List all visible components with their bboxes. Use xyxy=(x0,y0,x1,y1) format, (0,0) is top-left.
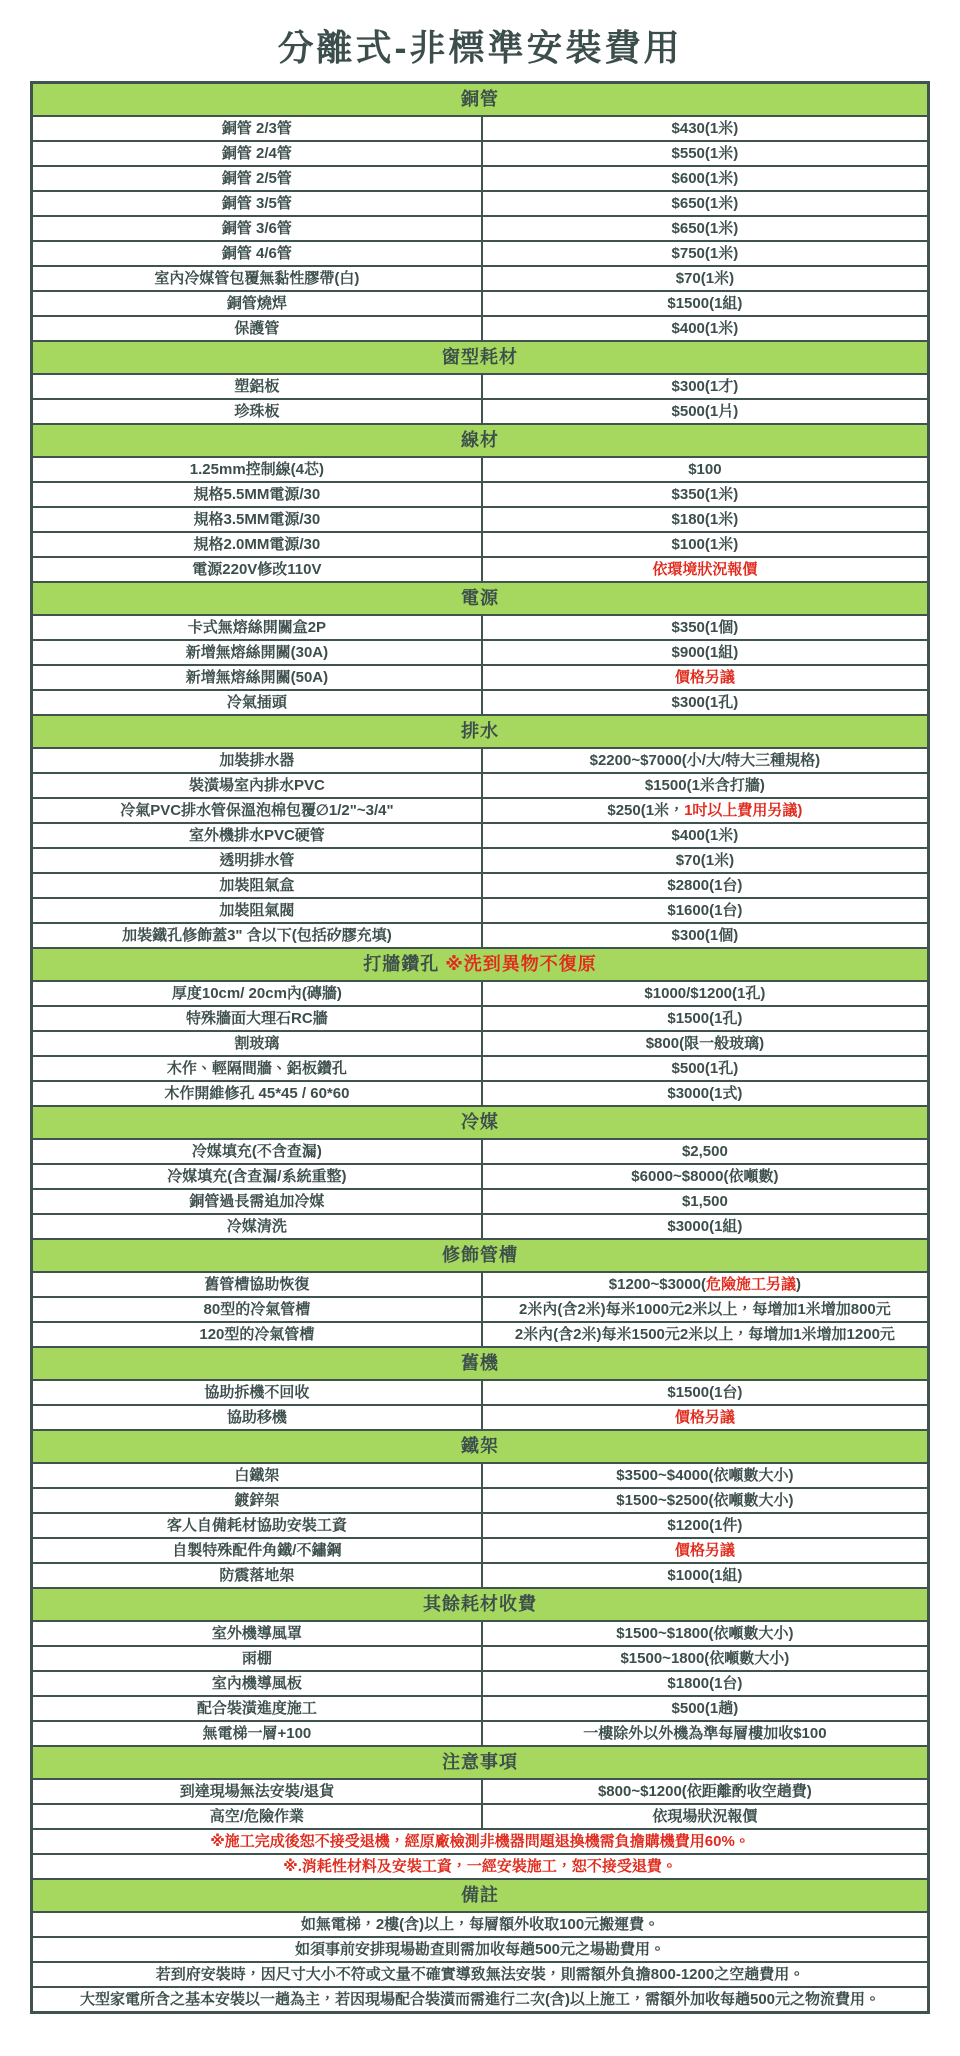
table-row xyxy=(32,798,929,823)
section-header-row xyxy=(32,948,929,981)
price-text: $500(1片) xyxy=(671,403,739,420)
table-row xyxy=(32,640,929,665)
price-text: $100(1米) xyxy=(671,536,739,553)
price-text: $1200(1件) xyxy=(667,1517,743,1534)
price-text: $250(1米， xyxy=(607,802,685,819)
section-header-row xyxy=(32,1347,929,1380)
table-row xyxy=(32,291,929,316)
item-price-cell xyxy=(482,1189,929,1214)
item-price-cell xyxy=(482,1322,929,1347)
table-row xyxy=(32,1405,929,1430)
price-text: 一樓除外以外機為準每層樓加收$100 xyxy=(583,1725,827,1742)
table-row xyxy=(32,1272,929,1297)
table-row xyxy=(32,773,929,798)
item-label-cell: 規格5.5MM電源/30 xyxy=(32,482,482,507)
item-label-cell: 加裝鐵孔修飾蓋3" 含以下(包括矽膠充填) xyxy=(32,923,482,948)
table-row xyxy=(32,1164,929,1189)
section-header-row xyxy=(32,1746,929,1779)
table-row xyxy=(32,457,929,482)
price-text: $800~$1200(依距離酌收空趟費) xyxy=(597,1783,812,1800)
price-text: $1500(1台) xyxy=(667,1384,743,1401)
price-text: 排水 xyxy=(461,721,499,741)
fee-table-body xyxy=(32,83,929,2013)
item-label-cell: 厚度10cm/ 20cm內(磚牆) xyxy=(32,981,482,1006)
price-text: $400(1米) xyxy=(671,320,739,337)
item-label-cell: 特殊牆面大理石RC牆 xyxy=(32,1006,482,1031)
item-label-cell: 木作、輕隔間牆、鋁板鑽孔 xyxy=(32,1056,482,1081)
price-text: 2米內(含2米)每米1000元2米以上，每增加1米增加800元 xyxy=(519,1301,891,1318)
item-label-cell: 冷媒清洗 xyxy=(32,1214,482,1239)
item-price-cell xyxy=(482,1696,929,1721)
price-text: $300(1才) xyxy=(671,378,739,395)
item-price-cell xyxy=(482,316,929,341)
note-cell xyxy=(32,1829,929,1854)
item-label-cell: 塑鋁板 xyxy=(32,374,482,399)
table-row xyxy=(32,823,929,848)
item-price-cell xyxy=(482,457,929,482)
item-label-cell: 銅管 2/5管 xyxy=(32,166,482,191)
table-row xyxy=(32,1214,929,1239)
price-text: $300(1個) xyxy=(671,927,739,944)
item-label-cell: 銅管 4/6管 xyxy=(32,241,482,266)
item-price-cell xyxy=(482,640,929,665)
price-text: $100 xyxy=(688,461,722,478)
item-label-cell: 銅管 3/5管 xyxy=(32,191,482,216)
price-text: $180(1米) xyxy=(671,511,739,528)
price-text: ) xyxy=(795,1276,801,1293)
price-text: 線材 xyxy=(461,430,499,450)
page-title: 分離式-非標準安裝費用 xyxy=(277,27,683,68)
item-price-cell xyxy=(482,557,929,582)
price-text: $2800(1台) xyxy=(667,877,743,894)
table-row xyxy=(32,690,929,715)
item-price-cell xyxy=(482,1721,929,1746)
item-price-cell xyxy=(482,1804,929,1829)
table-row xyxy=(32,191,929,216)
price-text: 銅管 xyxy=(461,89,499,109)
item-label-cell: 舊管槽協助恢復 xyxy=(32,1272,482,1297)
price-text: $1600(1台) xyxy=(667,902,743,919)
price-text: $600(1米) xyxy=(671,170,739,187)
item-label-cell: 冷氣插頭 xyxy=(32,690,482,715)
item-price-cell xyxy=(482,1380,929,1405)
price-text: $1500~1800(依噸數大小) xyxy=(620,1650,790,1667)
item-price-cell xyxy=(482,848,929,873)
item-label-cell: 規格2.0MM電源/30 xyxy=(32,532,482,557)
table-row xyxy=(32,141,929,166)
table-row xyxy=(32,1056,929,1081)
price-text: $1500(1組) xyxy=(667,295,743,312)
table-row xyxy=(32,1912,929,1937)
item-label-cell: 電源220V修改110V xyxy=(32,557,482,582)
section-header xyxy=(32,83,929,117)
item-label-cell: 冷氣PVC排水管保溫泡棉包覆∅1/2"~3/4" xyxy=(32,798,482,823)
table-row xyxy=(32,241,929,266)
item-price-cell xyxy=(482,291,929,316)
table-row xyxy=(32,1563,929,1588)
price-text: 2米內(含2米)每米1500元2米以上，每增加1米增加1200元 xyxy=(514,1326,895,1343)
item-price-cell xyxy=(482,532,929,557)
table-row xyxy=(32,665,929,690)
item-label-cell: 雨棚 xyxy=(32,1646,482,1671)
item-price-cell xyxy=(482,823,929,848)
price-text: 其餘耗材收費 xyxy=(423,1594,537,1614)
item-price-cell xyxy=(482,1214,929,1239)
note-cell xyxy=(32,1962,929,1987)
item-label-cell: 裝潢場室內排水PVC xyxy=(32,773,482,798)
table-row xyxy=(32,1621,929,1646)
table-row xyxy=(32,116,929,141)
table-row xyxy=(32,615,929,640)
price-text: $650(1米) xyxy=(671,195,739,212)
table-row xyxy=(32,1804,929,1829)
table-row xyxy=(32,1779,929,1804)
table-row xyxy=(32,399,929,424)
item-label-cell: 透明排水管 xyxy=(32,848,482,873)
section-header xyxy=(32,1430,929,1463)
table-row xyxy=(32,1513,929,1538)
item-label-cell: 銅管 2/3管 xyxy=(32,116,482,141)
item-price-cell xyxy=(482,773,929,798)
item-price-cell xyxy=(482,1056,929,1081)
table-row xyxy=(32,848,929,873)
item-label-cell: 室內機導風板 xyxy=(32,1671,482,1696)
table-row xyxy=(32,1488,929,1513)
item-price-cell xyxy=(482,141,929,166)
table-row xyxy=(32,1696,929,1721)
item-price-cell xyxy=(482,216,929,241)
item-label-cell: 白鐵架 xyxy=(32,1463,482,1488)
item-label-cell: 自製特殊配件角鐵/不鏽鋼 xyxy=(32,1538,482,1563)
item-price-cell xyxy=(482,1671,929,1696)
section-header xyxy=(32,1879,929,1912)
price-text: $900(1組) xyxy=(671,644,739,661)
item-label-cell: 協助拆機不回收 xyxy=(32,1380,482,1405)
table-row xyxy=(32,748,929,773)
table-row xyxy=(32,1139,929,1164)
item-price-cell xyxy=(482,1488,929,1513)
item-label-cell: 80型的冷氣管槽 xyxy=(32,1297,482,1322)
table-row xyxy=(32,374,929,399)
item-price-cell xyxy=(482,266,929,291)
item-label-cell: 銅管燒焊 xyxy=(32,291,482,316)
item-price-cell xyxy=(482,1272,929,1297)
item-label-cell: 規格3.5MM電源/30 xyxy=(32,507,482,532)
price-text: $300(1孔) xyxy=(671,694,739,711)
item-price-cell xyxy=(482,615,929,640)
section-header-row xyxy=(32,582,929,615)
item-price-cell xyxy=(482,898,929,923)
price-text: $1800(1台) xyxy=(667,1675,743,1692)
price-text: $3000(1組) xyxy=(667,1218,743,1235)
price-text: 冷媒 xyxy=(461,1112,499,1132)
item-price-cell xyxy=(482,923,929,948)
item-label-cell: 卡式無熔絲開關盒2P xyxy=(32,615,482,640)
price-text: $350(1個) xyxy=(671,619,739,636)
item-price-cell xyxy=(482,665,929,690)
price-text: 若到府安裝時，因尺寸大小不符或文量不確實導致無法安裝，則需額外負擔800-1200之空趟費用。 xyxy=(155,1966,805,1983)
section-header-row xyxy=(32,1239,929,1272)
price-text: $500(1孔) xyxy=(671,1060,739,1077)
price-text-red: ※.消耗性材料及安裝工資，一經安裝施工，恕不接受退費。 xyxy=(283,1858,677,1875)
section-header xyxy=(32,715,929,748)
price-text-red: 價格另議 xyxy=(674,1409,735,1426)
item-price-cell xyxy=(482,482,929,507)
table-row xyxy=(32,1463,929,1488)
item-label-cell: 銅管 3/6管 xyxy=(32,216,482,241)
table-row xyxy=(32,981,929,1006)
item-label-cell: 加裝阻氣盒 xyxy=(32,873,482,898)
fee-table xyxy=(30,81,930,2014)
table-row xyxy=(32,898,929,923)
item-price-cell xyxy=(482,1031,929,1056)
item-label-cell: 室內冷媒管包覆無黏性膠帶(白) xyxy=(32,266,482,291)
item-label-cell: 割玻璃 xyxy=(32,1031,482,1056)
section-header-row xyxy=(32,341,929,374)
item-price-cell xyxy=(482,1513,929,1538)
item-price-cell xyxy=(482,1405,929,1430)
table-row xyxy=(32,1322,929,1347)
price-text-red: 依環境狀況報價 xyxy=(652,561,758,578)
price-text: 注意事項 xyxy=(442,1752,518,1772)
item-price-cell xyxy=(482,798,929,823)
price-text: 如無電梯，2樓(含)以上，每層額外收取100元搬運費。 xyxy=(300,1916,660,1933)
price-text: 打牆鑽孔 xyxy=(363,954,446,974)
price-text: $70(1米) xyxy=(675,852,735,869)
price-text-red: 危險施工另議 xyxy=(705,1276,796,1293)
table-row xyxy=(32,1671,929,1696)
table-row xyxy=(32,1829,929,1854)
item-label-cell: 銅管 2/4管 xyxy=(32,141,482,166)
item-label-cell: 銅管過長需追加冷媒 xyxy=(32,1189,482,1214)
item-label-cell: 加裝阻氣閥 xyxy=(32,898,482,923)
item-price-cell xyxy=(482,399,929,424)
item-price-cell xyxy=(482,1463,929,1488)
price-text: 大型家電所含之基本安裝以一趟為主，若因現場配合裝潢而需進行二次(含)以上施工，需額外加收每趟500元之物流費用。 xyxy=(79,1991,881,2008)
item-price-cell xyxy=(482,166,929,191)
table-row xyxy=(32,266,929,291)
item-price-cell xyxy=(482,1538,929,1563)
table-row xyxy=(32,1538,929,1563)
price-text: 舊機 xyxy=(461,1353,499,1373)
section-header xyxy=(32,1239,929,1272)
table-row xyxy=(32,1006,929,1031)
section-header-row xyxy=(32,1879,929,1912)
price-text: 依現場狀況報價 xyxy=(652,1808,758,1825)
section-header xyxy=(32,1588,929,1621)
table-row xyxy=(32,1962,929,1987)
item-price-cell xyxy=(482,1139,929,1164)
price-text: $2,500 xyxy=(681,1143,728,1160)
item-label-cell: 室外機導風罩 xyxy=(32,1621,482,1646)
price-text: $650(1米) xyxy=(671,220,739,237)
item-label-cell: 120型的冷氣管槽 xyxy=(32,1322,482,1347)
price-text: $1500~$1800(依噸數大小) xyxy=(616,1625,794,1642)
section-header xyxy=(32,424,929,457)
item-label-cell: 冷媒填充(不含查漏) xyxy=(32,1139,482,1164)
table-row xyxy=(32,1189,929,1214)
section-header xyxy=(32,1106,929,1139)
price-text: $1000(1組) xyxy=(667,1567,743,1584)
section-header-row xyxy=(32,715,929,748)
section-header xyxy=(32,1347,929,1380)
item-label-cell: 無電梯一層+100 xyxy=(32,1721,482,1746)
price-text: $1500(1米含打牆) xyxy=(644,777,765,794)
price-text: $3500~$4000(依噸數大小) xyxy=(616,1467,794,1484)
price-text: 修飾管槽 xyxy=(442,1245,518,1265)
price-text: $3000(1式) xyxy=(667,1085,743,1102)
item-label-cell: 防震落地架 xyxy=(32,1563,482,1588)
table-row xyxy=(32,557,929,582)
item-label-cell: 冷媒填充(含查漏/系統重整) xyxy=(32,1164,482,1189)
item-price-cell xyxy=(482,748,929,773)
item-price-cell xyxy=(482,1779,929,1804)
item-label-cell: 到達現場無法安裝/退貨 xyxy=(32,1779,482,1804)
price-text: 備註 xyxy=(461,1885,499,1905)
price-text: 窗型耗材 xyxy=(442,347,518,367)
item-price-cell xyxy=(482,690,929,715)
section-header-row xyxy=(32,1430,929,1463)
section-header xyxy=(32,341,929,374)
item-label-cell: 高空/危險作業 xyxy=(32,1804,482,1829)
item-price-cell xyxy=(482,116,929,141)
item-label-cell: 室外機排水PVC硬管 xyxy=(32,823,482,848)
table-row xyxy=(32,873,929,898)
price-text: 如須事前安排現場勘查則需加收每趟500元之場勘費用。 xyxy=(294,1941,666,1958)
price-text: $2200~$7000(小/大/特大三種規格) xyxy=(589,752,821,769)
item-label-cell: 珍珠板 xyxy=(32,399,482,424)
item-label-cell: 保護管 xyxy=(32,316,482,341)
price-text: $1500~$2500(依噸數大小) xyxy=(616,1492,794,1509)
item-price-cell xyxy=(482,191,929,216)
price-text: $350(1米) xyxy=(671,486,739,503)
table-row xyxy=(32,1987,929,2013)
item-price-cell xyxy=(482,1621,929,1646)
item-price-cell xyxy=(482,1164,929,1189)
table-row xyxy=(32,507,929,532)
price-text-red: 價格另議 xyxy=(674,669,735,686)
table-row xyxy=(32,1297,929,1322)
item-price-cell xyxy=(482,1006,929,1031)
table-row xyxy=(32,1380,929,1405)
item-label-cell: 客人自備耗材協助安裝工資 xyxy=(32,1513,482,1538)
table-row xyxy=(32,1854,929,1879)
table-row xyxy=(32,923,929,948)
item-price-cell xyxy=(482,1297,929,1322)
table-row xyxy=(32,316,929,341)
section-header xyxy=(32,1746,929,1779)
item-label-cell: 協助移機 xyxy=(32,1405,482,1430)
price-text: $1000/$1200(1孔) xyxy=(644,985,766,1002)
price-text: $800(限一般玻璃) xyxy=(645,1035,765,1052)
item-label-cell: 新增無熔絲開關(30A) xyxy=(32,640,482,665)
price-text-red: 1吋以上費用另議) xyxy=(684,802,803,819)
table-row xyxy=(32,1081,929,1106)
price-text: $430(1米) xyxy=(671,120,739,137)
table-row xyxy=(32,216,929,241)
table-row xyxy=(32,532,929,557)
price-text-red: ※施工完成後恕不接受退機，經原廠檢測非機器問題退換機需負擔購機費用60%。 xyxy=(210,1833,750,1850)
item-label-cell: 1.25mm控制線(4芯) xyxy=(32,457,482,482)
table-row xyxy=(32,1031,929,1056)
price-text: $550(1米) xyxy=(671,145,739,162)
table-row xyxy=(32,1646,929,1671)
item-price-cell xyxy=(482,873,929,898)
table-row xyxy=(32,482,929,507)
section-header-row xyxy=(32,83,929,117)
price-text: 電源 xyxy=(461,588,499,608)
table-row xyxy=(32,1721,929,1746)
item-label-cell: 新增無熔絲開關(50A) xyxy=(32,665,482,690)
item-price-cell xyxy=(482,1081,929,1106)
table-row xyxy=(32,1937,929,1962)
price-text: $750(1米) xyxy=(671,245,739,262)
item-label-cell: 配合裝潢進度施工 xyxy=(32,1696,482,1721)
price-text: $1500(1孔) xyxy=(667,1010,743,1027)
note-cell xyxy=(32,1854,929,1879)
section-header-row xyxy=(32,424,929,457)
price-text: $1,500 xyxy=(681,1193,728,1210)
item-label-cell: 加裝排水器 xyxy=(32,748,482,773)
section-header xyxy=(32,582,929,615)
note-cell xyxy=(32,1912,929,1937)
price-text: $70(1米) xyxy=(675,270,735,287)
note-cell xyxy=(32,1987,929,2013)
item-label-cell: 鍍鋅架 xyxy=(32,1488,482,1513)
note-cell xyxy=(32,1937,929,1962)
section-header-row xyxy=(32,1588,929,1621)
price-text: $500(1趟) xyxy=(671,1700,739,1717)
price-text-red: 價格另議 xyxy=(674,1542,735,1559)
item-price-cell xyxy=(482,374,929,399)
item-price-cell xyxy=(482,1646,929,1671)
table-row xyxy=(32,166,929,191)
item-price-cell xyxy=(482,1563,929,1588)
item-price-cell xyxy=(482,981,929,1006)
item-price-cell xyxy=(482,241,929,266)
section-header xyxy=(32,948,929,981)
section-header-row xyxy=(32,1106,929,1139)
item-price-cell xyxy=(482,507,929,532)
price-text: $1200~$3000( xyxy=(608,1276,706,1293)
price-text: $6000~$8000(依噸數) xyxy=(631,1168,779,1185)
price-text: $400(1米) xyxy=(671,827,739,844)
item-label-cell: 木作開維修孔 45*45 / 60*60 xyxy=(32,1081,482,1106)
price-text: 鐵架 xyxy=(461,1436,499,1456)
price-text-red: ※洗到異物不復原 xyxy=(445,954,597,974)
